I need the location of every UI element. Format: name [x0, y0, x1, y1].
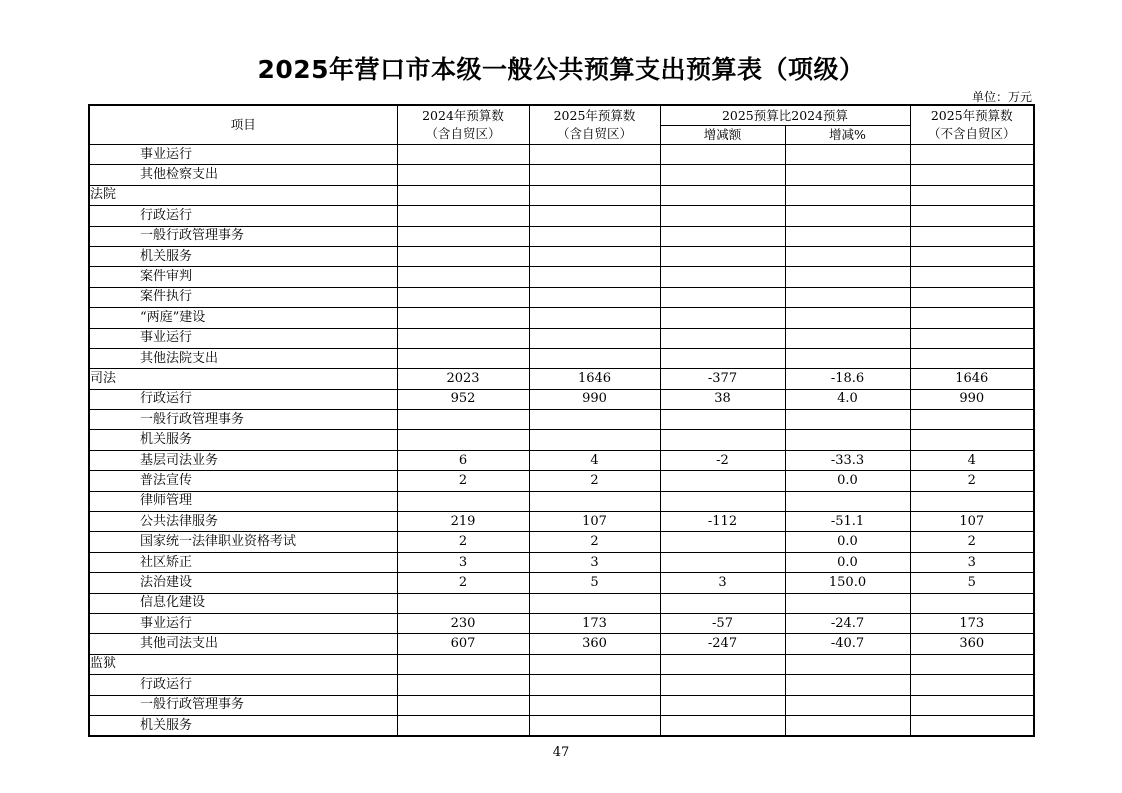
cell-2025-budget: 173 [529, 613, 660, 633]
cell-2024-budget [397, 491, 529, 511]
table-row [89, 348, 1034, 368]
header-change-pct: 增减% [785, 126, 910, 145]
cell-2025-budget [529, 287, 660, 307]
cell-change-pct: 0.0 [785, 532, 910, 552]
table-row [89, 185, 1034, 205]
table-row [89, 715, 1034, 736]
row-item-name: 行政运行 [89, 389, 397, 409]
row-item-name: 行政运行 [89, 206, 397, 226]
cell-change-amount: -247 [660, 634, 785, 654]
row-item-name: 法院 [89, 185, 397, 205]
cell-2025-budget [529, 348, 660, 368]
cell-change-amount: 3 [660, 573, 785, 593]
cell-change-pct: 0.0 [785, 471, 910, 491]
cell-2024-budget: 2023 [397, 369, 529, 389]
cell-2025-excl-budget [910, 430, 1034, 450]
cell-2025-excl-budget [910, 654, 1034, 674]
cell-2025-excl-budget: 107 [910, 512, 1034, 532]
cell-change-amount [660, 695, 785, 715]
cell-2025-excl-budget [910, 287, 1034, 307]
cell-2024-budget [397, 654, 529, 674]
cell-2024-budget: 607 [397, 634, 529, 654]
cell-2025-excl-budget: 1646 [910, 369, 1034, 389]
row-item-name: 其他司法支出 [89, 634, 397, 654]
cell-2025-budget [529, 246, 660, 266]
cell-2025-excl-budget [910, 410, 1034, 430]
cell-change-amount [660, 410, 785, 430]
cell-2025-excl-budget [910, 715, 1034, 736]
cell-2025-excl-budget: 4 [910, 450, 1034, 470]
cell-change-pct: 4.0 [785, 389, 910, 409]
cell-2024-budget [397, 410, 529, 430]
cell-change-amount [660, 491, 785, 511]
table-row [89, 450, 1034, 470]
table-row [89, 512, 1034, 532]
table-row [89, 165, 1034, 185]
cell-2025-excl-budget: 5 [910, 573, 1034, 593]
page-title: 2025年营口市本级一般公共预算支出预算表（项级） [257, 55, 865, 84]
row-item-name: 社区矫正 [89, 552, 397, 572]
row-item-name: 一般行政管理事务 [89, 695, 397, 715]
table-row [89, 267, 1034, 287]
cell-change-amount [660, 226, 785, 246]
cell-change-amount [660, 348, 785, 368]
cell-change-amount: -112 [660, 512, 785, 532]
cell-2025-budget [529, 593, 660, 613]
cell-2025-excl-budget [910, 308, 1034, 328]
row-item-name: 基层司法业务 [89, 450, 397, 470]
cell-change-pct [785, 430, 910, 450]
cell-2025-excl-budget [910, 491, 1034, 511]
cell-change-pct [785, 715, 910, 736]
cell-2025-excl-budget [910, 185, 1034, 205]
table-row [89, 369, 1034, 389]
table-row [89, 552, 1034, 572]
table-row [89, 573, 1034, 593]
cell-change-pct: -33.3 [785, 450, 910, 470]
table-row [89, 613, 1034, 633]
cell-change-amount: 38 [660, 389, 785, 409]
table-header [89, 105, 1034, 145]
budget-table [88, 104, 1035, 737]
row-item-name: 律师管理 [89, 491, 397, 511]
table-row [89, 654, 1034, 674]
table-row [89, 206, 1034, 226]
row-item-name: 案件审判 [89, 267, 397, 287]
cell-change-amount [660, 552, 785, 572]
cell-2024-budget [397, 308, 529, 328]
cell-2025-excl-budget [910, 145, 1034, 165]
cell-change-amount: -57 [660, 613, 785, 633]
header-change-amount: 增减额 [660, 126, 785, 145]
header-2025-excl-budget [910, 105, 1034, 145]
cell-2025-budget: 5 [529, 573, 660, 593]
cell-2025-excl-budget [910, 165, 1034, 185]
cell-2025-excl-budget [910, 267, 1034, 287]
cell-2024-budget [397, 165, 529, 185]
cell-2025-excl-budget [910, 675, 1034, 695]
row-item-name: 信息化建设 [89, 593, 397, 613]
cell-2025-excl-budget: 360 [910, 634, 1034, 654]
cell-2024-budget [397, 206, 529, 226]
unit-label: 单位：万元 [971, 90, 1032, 104]
cell-change-pct [785, 226, 910, 246]
cell-2025-budget [529, 145, 660, 165]
table-row [89, 675, 1034, 695]
cell-2024-budget [397, 226, 529, 246]
cell-change-pct [785, 246, 910, 266]
cell-2024-budget [397, 348, 529, 368]
row-item-name: 一般行政管理事务 [89, 226, 397, 246]
cell-2024-budget [397, 267, 529, 287]
cell-change-amount [660, 593, 785, 613]
cell-2025-budget: 990 [529, 389, 660, 409]
cell-change-pct: 150.0 [785, 573, 910, 593]
cell-2024-budget: 952 [397, 389, 529, 409]
cell-2025-excl-budget [910, 226, 1034, 246]
row-item-name: 案件执行 [89, 287, 397, 307]
cell-change-pct: -18.6 [785, 369, 910, 389]
cell-change-pct [785, 328, 910, 348]
cell-2024-budget: 2 [397, 471, 529, 491]
cell-2025-excl-budget [910, 206, 1034, 226]
cell-change-pct [785, 675, 910, 695]
table-row [89, 471, 1034, 491]
table-row [89, 246, 1034, 266]
row-item-name: 普法宣传 [89, 471, 397, 491]
cell-change-amount [660, 287, 785, 307]
cell-2024-budget [397, 715, 529, 736]
cell-change-amount [660, 430, 785, 450]
cell-2025-excl-budget [910, 695, 1034, 715]
cell-2025-excl-budget [910, 328, 1034, 348]
cell-2024-budget: 2 [397, 532, 529, 552]
row-item-name: 机关服务 [89, 715, 397, 736]
cell-2024-budget: 6 [397, 450, 529, 470]
row-item-name: 国家统一法律职业资格考试 [89, 532, 397, 552]
cell-change-pct [785, 206, 910, 226]
cell-change-amount [660, 715, 785, 736]
cell-change-amount: -377 [660, 369, 785, 389]
cell-2024-budget [397, 246, 529, 266]
cell-2025-budget [529, 165, 660, 185]
cell-2024-budget: 3 [397, 552, 529, 572]
cell-2025-budget [529, 185, 660, 205]
table-row [89, 430, 1034, 450]
cell-change-pct [785, 267, 910, 287]
row-item-name: 司法 [89, 369, 397, 389]
cell-change-pct [785, 348, 910, 368]
cell-2024-budget [397, 430, 529, 450]
row-item-name: 事业运行 [89, 613, 397, 633]
cell-2025-budget [529, 226, 660, 246]
cell-2024-budget [397, 593, 529, 613]
cell-2025-budget [529, 654, 660, 674]
cell-change-amount [660, 308, 785, 328]
row-item-name: 事业运行 [89, 145, 397, 165]
cell-change-amount [660, 532, 785, 552]
table-row [89, 491, 1034, 511]
cell-2024-budget [397, 675, 529, 695]
cell-2025-budget: 107 [529, 512, 660, 532]
table-row [89, 226, 1034, 246]
row-item-name: 一般行政管理事务 [89, 410, 397, 430]
row-item-name: 其他检察支出 [89, 165, 397, 185]
cell-change-amount [660, 165, 785, 185]
table-row [89, 145, 1034, 165]
cell-2025-budget [529, 715, 660, 736]
cell-2025-budget: 2 [529, 471, 660, 491]
cell-change-amount [660, 471, 785, 491]
cell-change-pct: -51.1 [785, 512, 910, 532]
header-compare: 2025预算比2024预算 [660, 105, 910, 126]
table-row [89, 532, 1034, 552]
cell-change-pct [785, 165, 910, 185]
page-number: 47 [552, 745, 570, 760]
header-2025-line2: （含自贸区） [556, 126, 632, 141]
cell-change-pct [785, 695, 910, 715]
row-item-name: 公共法律服务 [89, 512, 397, 532]
cell-2025-budget: 3 [529, 552, 660, 572]
header-item: 项目 [89, 105, 397, 145]
cell-2025-budget [529, 491, 660, 511]
cell-change-pct [785, 491, 910, 511]
cell-2024-budget [397, 185, 529, 205]
cell-change-amount [660, 654, 785, 674]
cell-2025-budget [529, 267, 660, 287]
cell-2024-budget [397, 145, 529, 165]
cell-2024-budget [397, 695, 529, 715]
cell-2025-budget: 1646 [529, 369, 660, 389]
cell-change-amount [660, 145, 785, 165]
row-item-name: 事业运行 [89, 328, 397, 348]
table-row [89, 308, 1034, 328]
cell-2025-excl-budget: 173 [910, 613, 1034, 633]
table-row [89, 328, 1034, 348]
cell-2024-budget [397, 328, 529, 348]
header-2025-excl-line2: （不含自贸区） [927, 126, 1016, 141]
header-2025-excl-line1: 2025年预算数 [930, 108, 1013, 123]
cell-2025-budget: 360 [529, 634, 660, 654]
cell-2025-budget [529, 308, 660, 328]
cell-2025-budget [529, 206, 660, 226]
cell-2025-budget [529, 695, 660, 715]
cell-change-pct [785, 185, 910, 205]
cell-2025-excl-budget: 990 [910, 389, 1034, 409]
cell-change-amount [660, 328, 785, 348]
cell-change-amount [660, 206, 785, 226]
cell-2025-budget: 4 [529, 450, 660, 470]
row-item-name: 其他法院支出 [89, 348, 397, 368]
row-item-name: 监狱 [89, 654, 397, 674]
cell-2025-excl-budget [910, 246, 1034, 266]
row-item-name: “两庭”建设 [89, 308, 397, 328]
cell-change-amount [660, 675, 785, 695]
table-row [89, 634, 1034, 654]
cell-change-pct [785, 593, 910, 613]
cell-2025-budget [529, 675, 660, 695]
cell-change-amount: -2 [660, 450, 785, 470]
table-row [89, 695, 1034, 715]
cell-change-pct: -24.7 [785, 613, 910, 633]
cell-change-pct [785, 287, 910, 307]
row-item-name: 机关服务 [89, 246, 397, 266]
cell-change-amount [660, 185, 785, 205]
table-row [89, 287, 1034, 307]
cell-2025-excl-budget: 2 [910, 471, 1034, 491]
cell-2025-excl-budget: 2 [910, 532, 1034, 552]
cell-change-pct [785, 308, 910, 328]
header-2025-budget [529, 105, 660, 145]
header-2024-line2: （含自贸区） [425, 126, 501, 141]
cell-2024-budget: 219 [397, 512, 529, 532]
cell-2024-budget: 230 [397, 613, 529, 633]
cell-2025-excl-budget [910, 348, 1034, 368]
cell-2025-budget: 2 [529, 532, 660, 552]
cell-change-pct: -40.7 [785, 634, 910, 654]
cell-2025-budget [529, 410, 660, 430]
cell-2025-budget [529, 430, 660, 450]
cell-2024-budget [397, 287, 529, 307]
cell-change-amount [660, 246, 785, 266]
cell-change-amount [660, 267, 785, 287]
row-item-name: 机关服务 [89, 430, 397, 450]
header-2024-budget [397, 105, 529, 145]
table-row [89, 410, 1034, 430]
row-item-name: 法治建设 [89, 573, 397, 593]
header-2025-line1: 2025年预算数 [553, 108, 636, 123]
cell-change-pct: 0.0 [785, 552, 910, 572]
table-row [89, 593, 1034, 613]
table-row [89, 389, 1034, 409]
cell-change-pct [785, 654, 910, 674]
row-item-name: 行政运行 [89, 675, 397, 695]
cell-change-pct [785, 410, 910, 430]
cell-2024-budget: 2 [397, 573, 529, 593]
cell-2025-budget [529, 328, 660, 348]
cell-2025-excl-budget: 3 [910, 552, 1034, 572]
header-2024-line1: 2024年预算数 [422, 108, 504, 123]
cell-change-pct [785, 145, 910, 165]
table-body [89, 145, 1034, 737]
cell-2025-excl-budget [910, 593, 1034, 613]
